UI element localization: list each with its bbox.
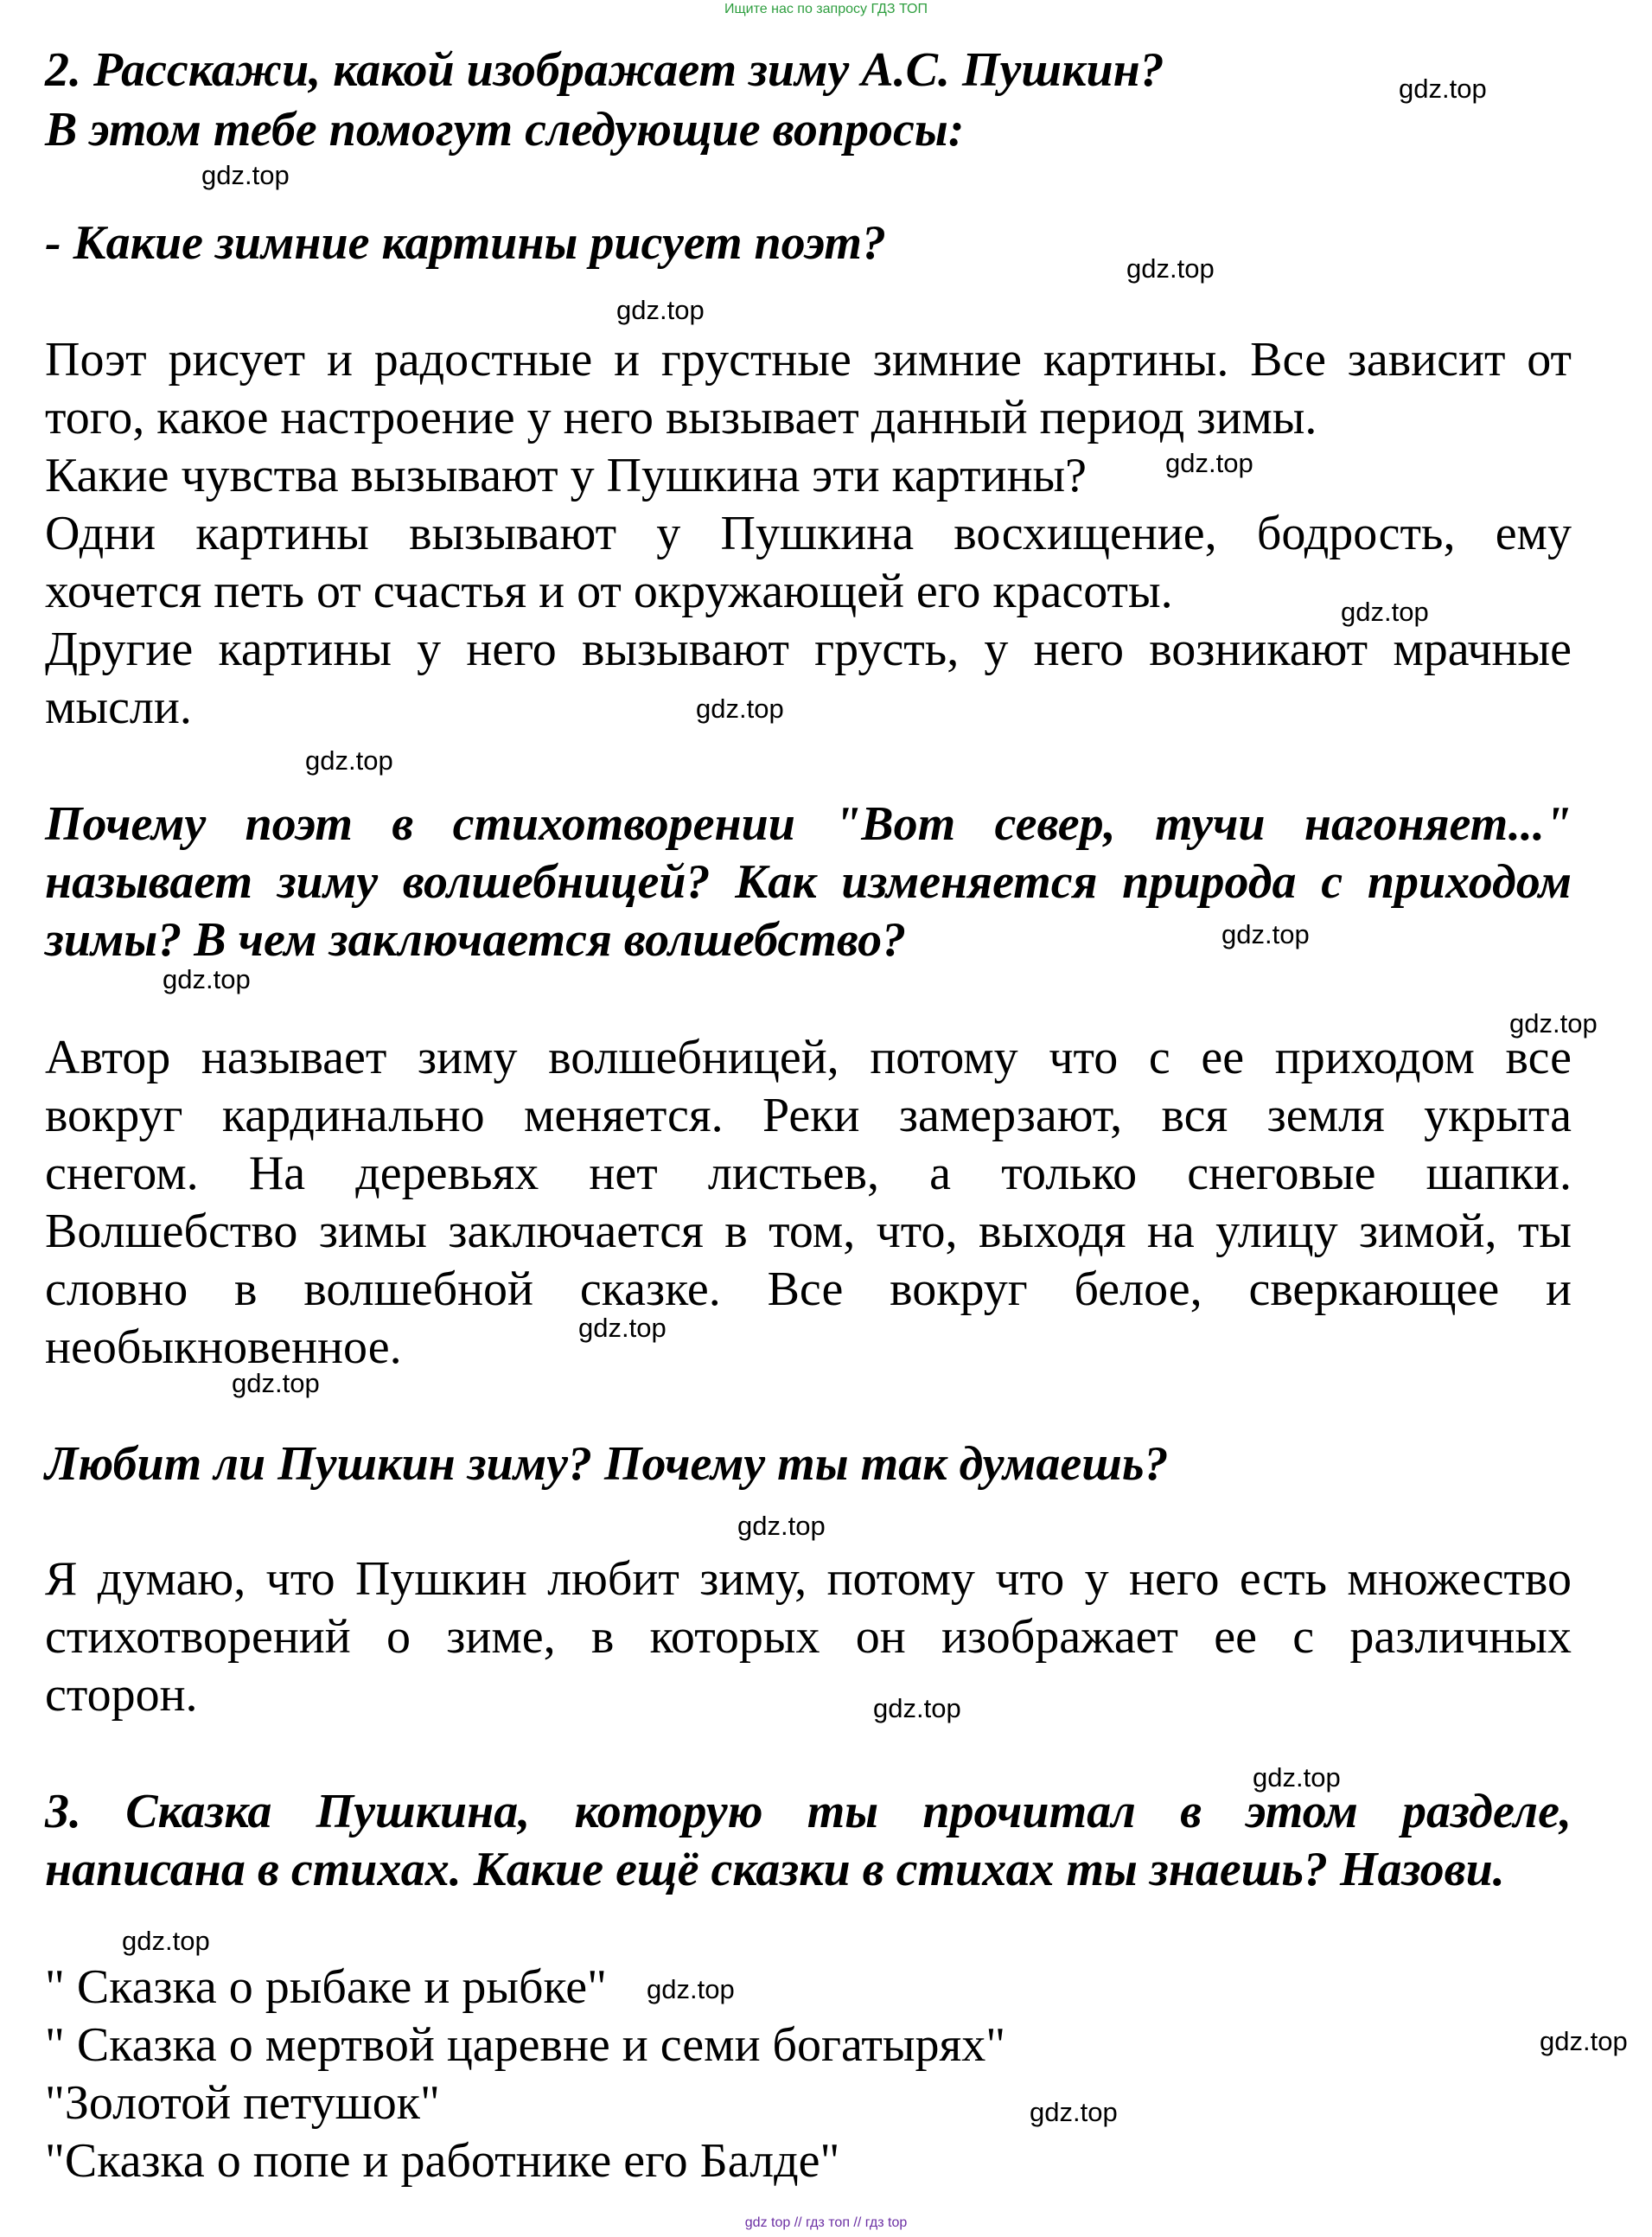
answer-magic-line-1: Автор называет зиму волшебницей, потому что с ее приходом все [45,1031,1572,1084]
watermark: gdz.top [1165,448,1253,478]
tale-item: " Сказка о мертвой царевне и семи богатырях" [45,2018,1006,2072]
question-3-line-1: 3. Сказка Пушкина, которую ты прочитал в этом разделе, [45,1785,1572,1838]
answer-love-line-2: стихотворений о зиме, в которых он изображает ее с различных [45,1610,1572,1664]
answer-magic-line-3: снегом. На деревьях нет листьев, а только снеговые шапки. [45,1147,1572,1200]
watermark: gdz.top [1253,1762,1341,1793]
watermark: gdz.top [1030,2097,1118,2127]
answer-love-line-3: сторон. [45,1668,198,1722]
sub-question-pictures: - Какие зимние картины рисует поэт? [45,216,886,270]
watermark: gdz.top [873,1693,961,1723]
watermark: gdz.top [1399,74,1487,104]
watermark: gdz.top [232,1368,320,1398]
watermark: gdz.top [696,693,784,724]
answer-love-line-1: Я думаю, что Пушкин любит зиму, потому что у него есть множество [45,1552,1572,1606]
answer-2-line-1: Поэт рисует и радостные и грустные зимние картины. Все зависит от [45,333,1572,387]
tale-item: " Сказка о рыбаке и рыбке" [45,1960,608,2014]
answer-2-line-3: Какие чувства вызывают у Пушкина эти картины? [45,449,1088,502]
bottom-banner[interactable]: gdz top // гдз топ // гдз top [744,2215,908,2230]
answer-2-line-6: Другие картины у него вызывают грусть, у него возникают мрачные [45,623,1572,676]
question-2-line-2: В этом тебе помогут следующие вопросы: [45,103,965,157]
question-magic-line-1: Почему поэт в стихотворении "Вот север, тучи нагоняет..." [45,797,1572,851]
watermark: gdz.top [201,160,290,190]
answer-2-line-2: того, какое настроение у него вызывает данный период зимы. [45,391,1317,444]
watermark: gdz.top [305,745,393,776]
answer-2-line-4: Одни картины вызывают у Пушкина восхищение, бодрость, ему [45,507,1572,560]
watermark: gdz.top [578,1313,667,1343]
watermark: gdz.top [122,1926,210,1956]
watermark: gdz.top [647,1974,735,2004]
watermark: gdz.top [1126,253,1215,284]
answer-2-line-5: хочется петь от счастья и от окружающей его красоты. [45,565,1173,618]
question-2-line-1: 2. Расскажи, какой изображает зиму А.С. Пушкин? [45,43,1164,97]
answer-magic-line-5: словно в волшебной сказке. Все вокруг белое, сверкающее и [45,1262,1572,1316]
question-love-winter: Любит ли Пушкин зиму? Почему ты так думаешь? [45,1437,1169,1491]
watermark: gdz.top [1221,919,1310,949]
top-banner[interactable]: Ищите нас по запросу ГДЗ ТОП [724,2,928,16]
watermark: gdz.top [163,964,251,994]
tale-item: "Золотой петушок" [45,2076,440,2130]
answer-magic-line-6: необыкновенное. [45,1320,402,1374]
answer-magic-line-2: вокруг кардинально меняется. Реки замерзают, вся земля укрыта [45,1089,1572,1142]
watermark: gdz.top [1509,1008,1598,1039]
watermark: gdz.top [616,295,705,325]
answer-magic-line-4: Волшебство зимы заключается в том, что, выходя на улицу зимой, ты [45,1205,1572,1258]
question-magic-line-2: называет зиму волшебницей? Как изменяется природа с приходом [45,855,1572,909]
question-3-line-2: написана в стихах. Какие ещё сказки в стихах ты знаешь? Назови. [45,1843,1505,1896]
tale-item: "Сказка о попе и работнике его Балде" [45,2134,840,2188]
answer-2-line-7: мысли. [45,681,192,734]
watermark: gdz.top [737,1511,826,1541]
watermark: gdz.top [1341,597,1429,627]
question-magic-line-3: зимы? В чем заключается волшебство? [45,913,907,967]
watermark: gdz.top [1540,2026,1628,2056]
